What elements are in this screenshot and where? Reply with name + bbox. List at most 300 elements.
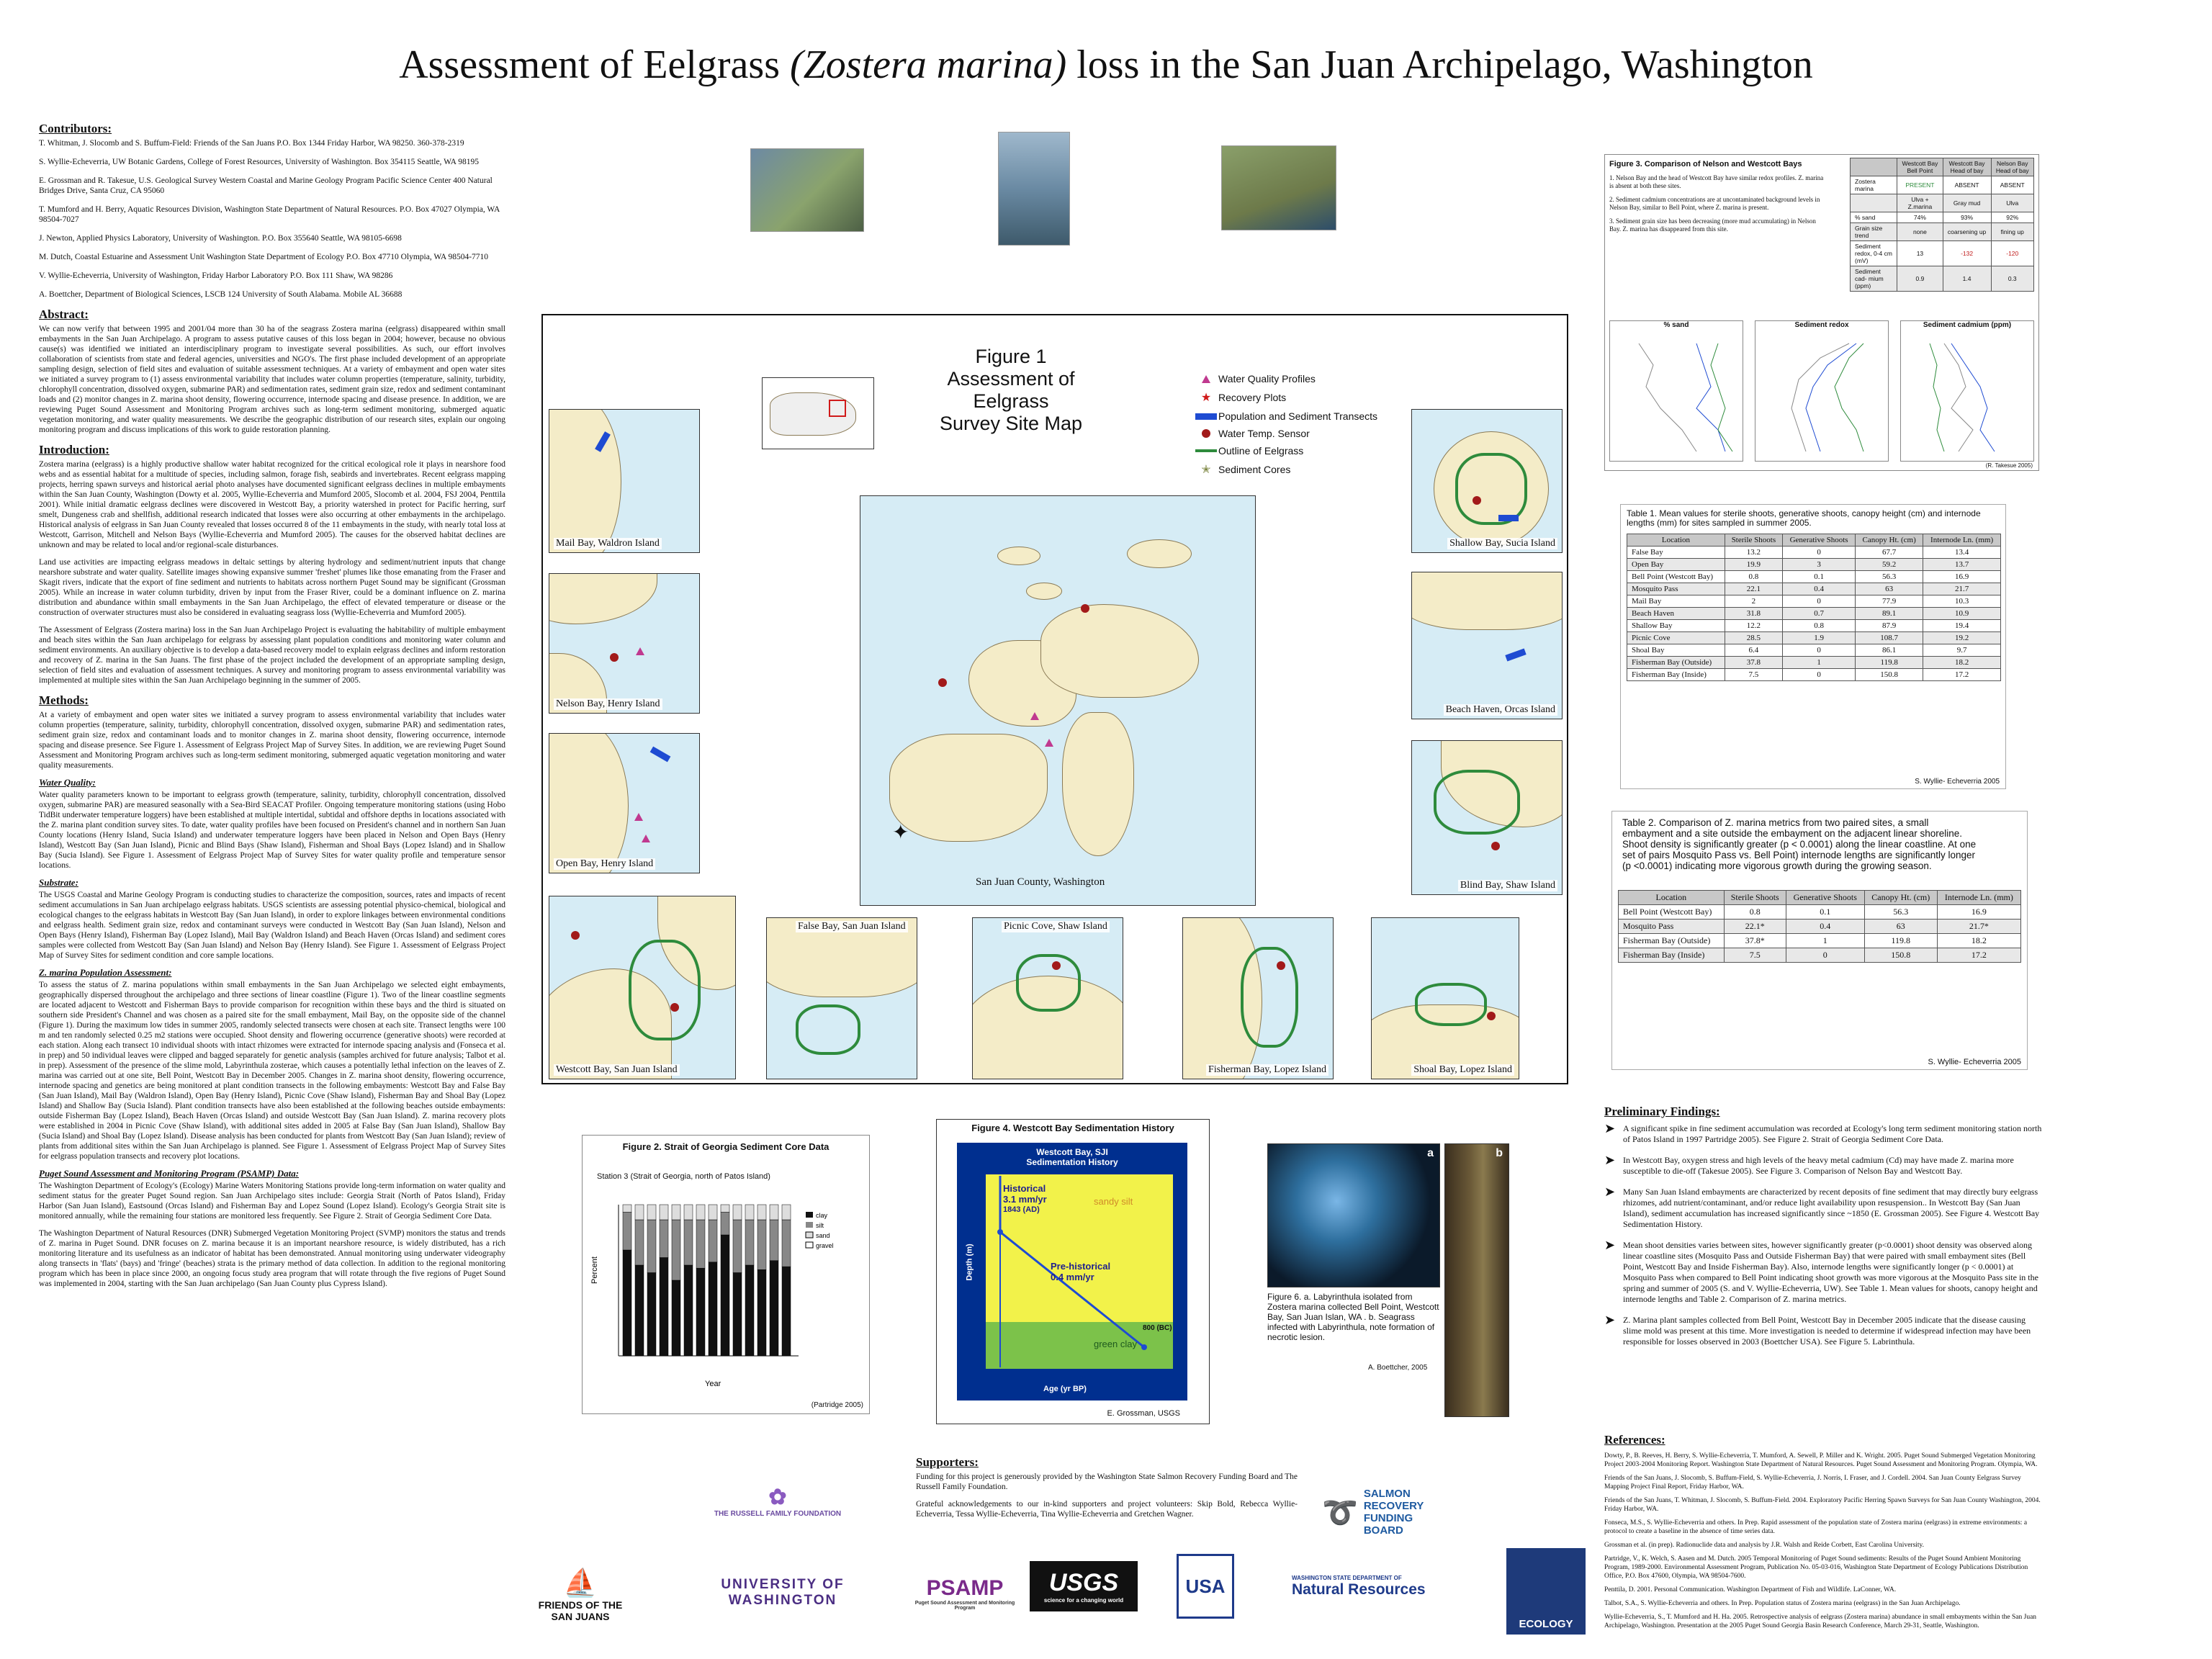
field-photo [1221, 145, 1336, 230]
bar-segment [635, 1265, 644, 1356]
table-cell: Ulva [1991, 194, 2034, 212]
supporters-text-1: Funding for this project is generously provided by the Washington State Salmon Recovery Funding Board and The Russell Family Foundation. [916, 1473, 1298, 1491]
table-row [1627, 583, 2001, 595]
legend-row [1194, 428, 1424, 439]
table-cell [1851, 194, 1897, 212]
inset-label: Open Bay, Henry Island [554, 858, 655, 870]
bar-segment [721, 1235, 729, 1356]
table-row [1627, 620, 2001, 632]
sand-profile-chart [1609, 320, 1743, 462]
table-cell: -120 [1991, 241, 2034, 266]
finding-text: Many San Juan Island embayments are characterized by recent deposits of fine sediment that may directly bury eelgrass rhizomes, add nutrient/contaminant, and/or reduce light availability upon resuspension.. In Westcott Bay (San Juan Island), sediment accumulation has increased significantly since ~1850 (E. Grossman 2005). See Figure 4. Westcott Bay Sedimentation History. [1623, 1187, 2040, 1229]
table-cell: 13.7 [1923, 559, 2001, 571]
table-header: Internode Ln. (mm) [1937, 891, 2020, 905]
inset-label: Shoal Bay, Lopez Island [1411, 1064, 1514, 1076]
table-header: Location [1627, 534, 1725, 547]
contributors-list [39, 138, 505, 300]
logo-subtext: WASHINGTON STATE DEPARTMENT OF [1292, 1574, 1402, 1581]
figure6-credit: A. Boettcher, 2005 [1368, 1364, 1428, 1372]
introduction-heading: Introduction: [39, 443, 109, 457]
table-cell: 67.7 [1856, 547, 1923, 559]
figure4-chart [957, 1143, 1187, 1401]
bar-segment [733, 1205, 742, 1220]
table-header: Westcott Bay Head of bay [1943, 158, 1991, 176]
reference-item: Talbot, S.A., S. Wyllie-Echeverria and others. In Prep. Population status of Zostera marina (eelgrass) in the San Juan Archipelago. [1604, 1600, 1961, 1607]
bar-segment [696, 1220, 705, 1268]
table-cell: 0.3 [1991, 266, 2034, 292]
table-header [1851, 158, 1897, 176]
bar-segment [647, 1273, 656, 1357]
finding-item [1604, 1123, 2045, 1145]
table-cell: Sediment redox, 0-4 cm (mV) [1851, 241, 1897, 266]
logo-text: USA [1185, 1575, 1226, 1597]
legend-label: Recovery Plots [1218, 392, 1287, 403]
table-cell: 56.3 [1856, 571, 1923, 583]
supporters-text-2: Grateful acknowledgements to our in-kind supporters and project volunteers: Skip Bold, Rebecca Wyllie-Echeverria, Tessa Wyllie-Echeverria, Tina Wyllie-Echeverria and Gretchen Wagner. [916, 1500, 1298, 1519]
logo-text: PSAMP [926, 1576, 1004, 1600]
logo-subtext: Puget Sound Assessment and Monitoring Program [914, 1601, 1015, 1611]
table-cell: Open Bay [1627, 559, 1725, 571]
transect-icon [1194, 413, 1218, 420]
table-row [1619, 934, 2021, 948]
table1-caption: Table 1. Mean values for sterile shoots, generative shoots, canopy height (cm) and internode lengths (mm) for sites sampled in summer 2005. [1627, 508, 1981, 528]
redox-profile-lines [1755, 329, 1889, 459]
legend-row [1194, 445, 1424, 457]
reference-item: Dowty, P., B. Reeves, H. Berry, S. Wyllie-Echeverria, T. Mumford, A. Sewell, P. Miller and K. Wright. 2005. Puget Sound Submerged Vegetation Monitoring Project 2003-2004 Monitoring Report. Washington State Department of Natural Resources. Puget Sound Assessment and Monitoring Program. Olympia, WA. [1604, 1452, 2038, 1468]
table-cell: -132 [1943, 241, 1991, 266]
bar-segment [709, 1262, 717, 1356]
table-cell: 0.8 [1725, 571, 1782, 583]
bar-segment [733, 1220, 742, 1273]
table-cell: 0.1 [1786, 905, 1864, 920]
legend-label: Population and Sediment Transects [1218, 410, 1378, 422]
star-icon: ★ [1200, 392, 1212, 404]
table-row [1627, 608, 2001, 620]
table-cell: 77.9 [1856, 595, 1923, 608]
bar-segment [782, 1205, 791, 1220]
table-row [1627, 644, 2001, 657]
table2-caption: Table 2. Comparison of Z. marina metrics from two paired sites, a small embayment and a site outside the embayment on the adjacent linear shoreline. Shoot density is significantly greater (p < 0.0001) along the linear coastline. At one set of pairs Mosquito Pass vs. Bell Point) internode lengths are significantly longer (p <0.0001) indicating more vigorous growth during the growing season. [1622, 817, 1977, 871]
logo-text: USGS [1048, 1569, 1119, 1596]
finding-item [1604, 1184, 2045, 1230]
bird-icon: ➤ [1604, 1313, 1616, 1327]
table-cell: 108.7 [1856, 632, 1923, 644]
table-cell: 0 [1782, 595, 1855, 608]
finding-text: A significant spike in fine sediment accumulation was recorded at Ecology's long term sediment monitoring station north of Patos Island in 1997 Partridge 2005). See Figure 2. Strait of Georgia Sediment Core Data. [1623, 1123, 2042, 1144]
friends-logo [516, 1555, 645, 1635]
table-cell: 37.8 [1725, 657, 1782, 669]
table-cell: 1.4 [1943, 266, 1991, 292]
table-cell: 0.4 [1782, 583, 1855, 595]
methods-intro: At a variety of embayment and open water sites we initiated a survey program to assess environmental variability that includes water column properties (temperature, salinity, turbidity, chlorophyll concentration, dissolved oxygen, submarine PAR) and sedimentation rates, sediment grain size, redox and contaminant loads and to monitor changes in Z. marina shoot density, flowering occurrence, internode spacing and disease presence. See Figure 1. Assessment of Eelgrass Project Map of Survey Sites. In addition, we are reviewing Puget Sound Assessment and Monitoring Program archives such as long-term sediment monitoring, submerged aquatic vegetation monitoring and water quality measurements. [39, 711, 505, 770]
references-heading: References: [1604, 1433, 1665, 1447]
poster-title [0, 42, 2212, 88]
salmon-icon: ➰ [1322, 1496, 1358, 1529]
figure2-sediment-core [582, 1135, 870, 1414]
findings-section [1604, 1105, 2045, 1357]
bird-icon: ➤ [1604, 1153, 1616, 1167]
table-cell: 16.9 [1923, 571, 2001, 583]
inset-nelson-bay [549, 573, 700, 714]
county-map [860, 495, 1256, 906]
bird-icon: ➤ [1604, 1238, 1616, 1252]
figure3-note: 2. Sediment cadmium concentrations are at uncontaminated background levels in Nelson Bay, similar to Bell Point, where Z. marina is present. [1609, 196, 1820, 211]
bc-date-label: 800 (BC) [1143, 1324, 1172, 1332]
figure4-ylabel: Depth (m) [965, 1244, 974, 1281]
panel-label-b: b [1496, 1147, 1503, 1159]
triangle-icon [1194, 375, 1218, 383]
methods-heading: Methods: [39, 693, 89, 707]
table-cell: 0 [1782, 644, 1855, 657]
table-cell: 22.1* [1724, 920, 1786, 934]
reference-item: Fonseca, M.S., S. Wyllie-Echeverria and others. In Prep. Rapid assessment of the population state of Zostera marina (eelgrass) in extreme environments: a protocol to create a baseline in the absence of time series data. [1604, 1519, 2028, 1535]
county-label: San Juan County, Washington [976, 876, 1105, 888]
findings-heading: Preliminary Findings: [1604, 1105, 1720, 1118]
table-cell: PRESENT [1897, 176, 1943, 194]
sand-profile-lines [1610, 329, 1744, 459]
ecology-logo [1506, 1548, 1586, 1635]
legend-label: sand [816, 1232, 830, 1239]
locator-map [762, 377, 874, 449]
table-cell: 0.1 [1782, 571, 1855, 583]
contributors-heading: Contributors: [39, 122, 112, 135]
table-cell: 10.9 [1923, 608, 2001, 620]
table-row [1619, 905, 2021, 920]
table-row [1627, 657, 2001, 669]
historical-rate: 3.1 mm/yr [1003, 1194, 1047, 1205]
figure4-inner-title: Westcott Bay, SJI [1036, 1147, 1108, 1157]
table-cell: fining up [1991, 223, 2034, 241]
contributor-entry: E. Grossman and R. Takesue, U.S. Geological Survey Western Coastal and Marine Geology Program Pacific Science Center 400 Natural Bridges Drive, Santa Cruz, CA 95060 [39, 176, 493, 195]
table-header: Canopy Ht. (cm) [1856, 534, 1923, 547]
table-cell: Fisherman Bay (Inside) [1627, 669, 1725, 681]
inset-label: Mail Bay, Waldron Island [554, 538, 662, 549]
bar-segment [757, 1269, 766, 1356]
table-cell: 12.2 [1725, 620, 1782, 632]
legend-label: Water Temp. Sensor [1218, 428, 1310, 439]
table-cell: 0.9 [1897, 266, 1943, 292]
logo-text: THE RUSSELL FAMILY FOUNDATION [714, 1510, 842, 1518]
references-section [1604, 1433, 2045, 1635]
table-cell: 0.7 [1782, 608, 1855, 620]
intro-paragraph: Land use activities are impacting eelgrass meadows in deltaic settings by altering hydrology and sediment/nutrient inputs that change nearshore substrate and water quality. Satellite images showing expansive summer 'freshet' plumes like those emanating from the Fraser and Skagit rivers, indicate that the export of fine sediment and nutrients to habitats across northern Puget Sound may be significant (Grossman 2005). While an increase in water column turbidity, driven by input from the Fraser River, could be a dominant influence on Z. marina distribution and abundance within small embayments in the San Juan Archipelago, the effect of elevated temperature or disease or the construction of overwater structures must also be considered in evaluating seagrass loss (Wyllie-Echeverria and Mumford 2005). [39, 558, 505, 617]
table-cell: Beach Haven [1627, 608, 1725, 620]
supporters-section [916, 1457, 1298, 1527]
table-cell: Fisherman Bay (Outside) [1619, 934, 1725, 948]
bar-segment [660, 1258, 668, 1357]
table-cell: Bell Point (Westcott Bay) [1627, 571, 1725, 583]
legend-label: Outline of Eelgrass [1218, 445, 1304, 457]
bar-segment [623, 1250, 631, 1356]
inset-label: Picnic Cove, Shaw Island [1002, 921, 1110, 932]
table-cell: coarsening up [1943, 223, 1991, 241]
table-cell: Mail Bay [1627, 595, 1725, 608]
reference-item: Friends of the San Juans, J. Slocomb, S. Buffum-Field, S. Wyllie-Echeverria, J. Norris, I. Fraser, and J. Cordell. 2004. San Juan County Eelgrass Survey Mapping Project Final Report, Friday Harbor, WA. [1604, 1475, 2021, 1491]
contributor-entry: V. Wyllie-Echeverria, University of Washington, Friday Harbor Laboratory P.O. Box 111 Shaw, WA 98286 [39, 271, 393, 280]
table-cell: 150.8 [1864, 948, 1937, 963]
logo-text: UNIVERSITY OF WASHINGTON [721, 1577, 845, 1608]
bar-segment [635, 1205, 644, 1220]
reference-item: Partridge, V., K. Welch, S. Aasen and M. Dutch. 2005 Temporal Monitoring of Puget Sound sediments: Results of the Puget Sound Ambient Monitoring Program, 1989-2000. Environmental Assessment Program, Publication No. 05-03-016, Washington State Department of Ecology Publications Distribution Office, P.O. Box 47600, Olympia, WA 98504-7600. [1604, 1555, 2028, 1580]
table-cell: 2 [1725, 595, 1782, 608]
prehistorical-text: Pre-historical [1051, 1261, 1111, 1272]
figure3-table [1850, 158, 2034, 292]
bar-segment [696, 1268, 705, 1356]
table-cell: 31.8 [1725, 608, 1782, 620]
figure3-comparison [1604, 154, 2039, 471]
bar-segment [782, 1267, 791, 1356]
table-cell: 0 [1782, 669, 1855, 681]
table-cell: 19.9 [1725, 559, 1782, 571]
leaf-icon: ✿ [768, 1485, 787, 1509]
figure3-charts [1609, 320, 2034, 464]
inset-label: Nelson Bay, Henry Island [554, 698, 662, 710]
figure1-title-line: Assessment of Eelgrass [947, 368, 1075, 412]
legend-label: Water Quality Profiles [1218, 373, 1316, 385]
table1-panel [1620, 504, 2006, 789]
cadmium-profile-lines [1901, 329, 2035, 459]
table-header: Location [1619, 891, 1725, 905]
bar-segment [770, 1220, 778, 1261]
water-quality-text: Water quality parameters known to be important to eelgrass growth (temperature, salinity, turbidity, chlorophyll concentration, dissolved oxygen, submarine PAR) are measured seasonally with a Sea-Bird SEACAT Profiler. Ongoing temperature monitoring stations (using Hobo TidBit underwater temperature loggers) have been established at multiple intertidal, subtidal and offshore depths in locations associated with the Z. marina plant condition survey sites. To date, water quality profiles have been focused on President's channel and in northern San Juan County locations (Henry Island, Sucia Island) and underwater temperature loggers have been placed in Nelson and Open Bays (Henry Island), Westcott Bay (San Juan Island), Picnic and Blind Bays (Shaw Island), Fisherman and Shoal Bays (Lopez Island) and in Shallow Bay (Sucia Island). See Figure 1. Assessment of Eelgrass Project Map of Survey Sites for water quality profile and temperature sensor locations. [39, 791, 505, 870]
north-arrow: ✦ [892, 820, 909, 844]
table-cell: 17.2 [1937, 948, 2020, 963]
figure3-text-panel [1609, 161, 1825, 233]
table-cell: Shoal Bay [1627, 644, 1725, 657]
logo-text: SALMON RECOVERY FUNDING BOARD [1363, 1488, 1424, 1537]
psamp-logo [914, 1561, 1015, 1626]
bar-segment [684, 1220, 693, 1265]
finding-item [1604, 1155, 2045, 1177]
figure2-chart-title: Station 3 (Strait of Georgia, north of Patos Island) [597, 1172, 770, 1181]
bird-icon: ➤ [1604, 1121, 1616, 1136]
table1 [1627, 534, 2001, 681]
psamp-text-1: The Washington Department of Ecology's (Ecology) Marine Waters Monitoring Stations provide long-term information on water quality and sediment status for the greater Puget Sound region. San Juan Archipelago sites include: Georgia Strait (North of Patos Island), Friday Harbor (San Juan Island), Eastsound (Orcas Island) and Fisherman Bay and Lopez Sound (Lopez Island). Ecology's Georgia Strait site is monitored annually, while the remaining four stations are monitored less frequently. See Figure 2. Strait of Georgia Sediment Core Data. [39, 1182, 505, 1220]
table-row [1619, 920, 2021, 934]
bar-segment [647, 1220, 656, 1273]
finding-item [1604, 1240, 2045, 1305]
inset-label: Beach Haven, Orcas Island [1444, 704, 1557, 716]
table-cell: 28.5 [1725, 632, 1782, 644]
abstract-heading: Abstract: [39, 307, 89, 321]
field-photo [998, 132, 1070, 246]
figure1-title-line: Figure 1 [975, 346, 1047, 367]
bar-segment [660, 1205, 668, 1220]
legend-row [1194, 462, 1424, 477]
figure2-xlabel: Year [705, 1380, 721, 1388]
table-cell: 21.7 [1923, 583, 2001, 595]
table-cell: 6.4 [1725, 644, 1782, 657]
water-quality-heading: Water Quality: [39, 777, 96, 788]
population-text: To assess the status of Z. marina populations within small embayments in the San Juan Archipelago we selected eight embayments, geographically dispersed throughout the archipelago and three sections of linear coastline (Figure 1). Two of the linear coastline segments are located adjacent to Westcott and Fisherman Bays to provide comparison for recognition within these bays and the third is situated on southern side President's Channel and was chosen as a paired site for the small embayment, Mail Bay, on the opposite side of the channel (Figure 1). During the maximum low tides in summer 2005, randomly selected transects were chosen at each site. Transect lengths were 100 m and ten randomly selected 0.25 m2 stations were occupied. Shoot density and flowering occurrence (generative shoots) were recorded at each station. Along each transect 10 individual shoots with intact rhizomes were extracted for internode spacing analysis and (Fonseca et al. in prep) and 50 individual leaves were clipped and bagged separately for genetic analysis (samples archived for future analysis; Talbot et al. in prep). Assessment of the presence of the slime mold, Labyrinthula zosterae, which causes a potentially lethal infection on the leaves of Z. marina was carried out at one site, Bell Point, Westcott Bay in December 2005. Changes in Z. marina shoot density, flowering occurrence, internode spacing and genetics are being monitored at plant condition transects in the following embayments: Westcott Bay and False Bay (San Juan Island), Mail Bay (Waldron Island), Open Bay (Henry Island), Picnic Cove (Shaw Island), Fisherman Bay and Shoal Bay (Lopez Island) and Shallow Bay (Sucia Island). Plant condition transects have also been established at the following beaches outside embayments: outside Fisherman Bay (Lopez Island), Beach Haven (Orcas Island) and outside Westcott Bay (San Juan Island). Z. marina recovery plots were established in 2004 in Picnic Cove (Shaw Island), with additional sites added in 2005 at False Bay (San Juan Island), Shallow Bay (Sucia Island) and Shoal Bay (Lopez Island). Disease analysis has been conducted for plants from Westcott Bay (San Juan Island); review of plants from additional sites within the San Juan Archipelago is planned. See Figure 1. Assessment of Eelgrass Project Map of Survey Sites for eelgrass population transects and recovery plot locations. [39, 981, 505, 1161]
panel-label-a: a [1427, 1147, 1434, 1159]
figure3-note: 1. Nelson Bay and the head of Westcott Bay have similar redox profiles. Z. marina is absent at both these sites. [1609, 174, 1824, 189]
bar-segment [672, 1280, 680, 1356]
figure4-sedimentation [936, 1119, 1210, 1424]
table-cell: 22.1 [1725, 583, 1782, 595]
usa-logo [1177, 1554, 1234, 1619]
table-cell: Gray mud [1943, 194, 1991, 212]
figure6-caption: Figure 6. a. Labyrinthula isolated from Zostera marina collected Bell Point, Westcott Bay, San Juan Islan, WA . b. Seagrass infected with Labyrinthula, note formation of necrotic lesion. [1267, 1292, 1439, 1342]
bar-segment [770, 1205, 778, 1220]
contributor-entry: S. Wyllie-Echeverria, UW Botanic Gardens, College of Forest Resources, University of Washington. Box 354115 Seattle, WA 98195 [39, 158, 479, 166]
bar-segment [721, 1213, 729, 1236]
table-cell: 119.8 [1856, 657, 1923, 669]
bar-segment [745, 1220, 754, 1265]
table-row [1627, 559, 2001, 571]
contributor-entry: A. Boettcher, Department of Biological Sciences, LSCB 124 University of South Alabama. Mobile AL 36688 [39, 290, 403, 299]
table-cell: 7.5 [1724, 948, 1786, 963]
table-cell: 18.2 [1923, 657, 2001, 669]
bar-segment [684, 1205, 693, 1220]
figure2-credit: (Partridge 2005) [811, 1401, 863, 1409]
table-header: Nelson Bay Head of bay [1991, 158, 2034, 176]
psamp-heading: Puget Sound Assessment and Monitoring Program (PSAMP) Data: [39, 1168, 300, 1179]
figure3-credit: (R. Takesue 2005) [1985, 462, 2033, 469]
bar-segment [623, 1213, 631, 1251]
reference-item: Grossman et al. (in prep). Radionuclide data and analysis by J.R. Walsh and Reide Corbett, East Carolina University. [1604, 1542, 1925, 1549]
prehistorical-rate: 0.4 mm/yr [1051, 1272, 1094, 1282]
table-row [1851, 194, 2034, 212]
inset-blind-bay [1411, 740, 1563, 895]
table-row [1627, 669, 2001, 681]
table-row [1627, 632, 2001, 644]
inset-label: Westcott Bay, San Juan Island [554, 1064, 680, 1076]
contributor-entry: M. Dutch, Coastal Estuarine and Assessment Unit Washington State Department of Ecology P.O. Box 47710 Olympia, WA 98504-7710 [39, 253, 489, 261]
substrate-text: The USGS Coastal and Marine Geology Program is conducting studies to characterize the composition, sources, rates and impacts of recent sediment accumulations in San Juan archipelago eelgrass habitats. USGS scientists are assessing potential physico-chemical, biological and ecological changes to the eelgrass habitats in Westcott Bay (San Juan Island), in order to explore linkages between environmental conditions and eelgrass health. Sediment grain size, redox and contaminant surveys were conducted in Westcott Bay (San Juan Island), Nelson and Open Bays (Henry Island), Fisherman Bay (Lopez Island), Mail Bay (Waldron Island) and Beach Haven (Orcas Island) and sediment cores samples were collected from Westcott Bay (San Juan Island) and Nelson Bay (Henry Island). See Figure 1. Assessment of Eelgrass Project Map of Survey Sites for sediment condition and core sample locations. [39, 891, 505, 960]
table-cell: 0 [1782, 547, 1855, 559]
table-cell: Picnic Cove [1627, 632, 1725, 644]
table-row [1627, 547, 2001, 559]
table-cell: 0.8 [1782, 620, 1855, 632]
contributor-entry: T. Whitman, J. Slocomb and S. Buffum-Field: Friends of the San Juans P.O. Box 1344 Friday Harbor, WA 98250. 360-378-2319 [39, 139, 464, 148]
table2-panel [1611, 811, 2028, 1070]
figure1-legend [1194, 373, 1424, 482]
bar-segment [672, 1205, 680, 1220]
inset-shallow-bay [1411, 409, 1563, 553]
table2-credit: S. Wyllie- Echeverria 2005 [1928, 1058, 2021, 1066]
circle-icon [1194, 429, 1218, 438]
table-cell: 74% [1897, 212, 1943, 223]
table-cell: % sand [1851, 212, 1897, 223]
bar-segment [709, 1220, 717, 1262]
table-header: Internode Ln. (mm) [1923, 534, 2001, 547]
table-cell: 92% [1991, 212, 2034, 223]
line-icon [1194, 449, 1218, 452]
micrograph-a [1267, 1143, 1440, 1287]
abstract-text: We can now verify that between 1995 and 2001/04 more than 30 ha of the seagrass Zostera marina (eelgrass) disappeared within small embayments in the San Juan Archipelago. A program to assess putative causes of this loss began in 2004; however, because no obvious cause(s) was identified we initiated an interdisciplinary program to investigate several possibilities. As such, our effort involves collaboration of scientists from state and federal agencies, universities and NGO's. The first phase included development of an appropriate sampling design, selection of field sites and evaluation of suitable assessment techniques. At a variety of embayment and open water sites we initiated a survey program to (1) assess environmental variability that includes water column properties (temperature, salinity, turbidity, chlorophyll concentration, dissolved oxygen, submarine PAR) and sedimentation rates, sediment grain size, redox and sediment contaminant loads and (2) monitor changes in Z. marina shoot density, flowering occurrence, internode spacing and disease presence. In addition, we are reviewing Puget Sound Assessment and Monitoring Program archives such as long-term sediment monitoring, submerged aquatic vegetation monitoring, and water quality measurements. We describe the geographic distribution of our research sites, explain our ongoing monitoring program and discuss implications of this work to guide restoration planning. [39, 325, 505, 434]
table-cell: Mosquito Pass [1619, 920, 1725, 934]
bird-icon: ➤ [1604, 1184, 1616, 1199]
table-cell: 63 [1856, 583, 1923, 595]
table-cell: Bell Point (Westcott Bay) [1619, 905, 1725, 920]
left-column [39, 124, 505, 1296]
table-cell: 16.9 [1937, 905, 2020, 920]
population-heading: Z. marina Population Assessment: [39, 967, 172, 978]
bar-segment [770, 1261, 778, 1356]
logo-text: ECOLOGY [1519, 1618, 1573, 1630]
table-cell: 10.3 [1923, 595, 2001, 608]
legend-row [1194, 373, 1424, 385]
inset-fisherman-bay [1182, 917, 1334, 1079]
field-photo [750, 148, 864, 232]
table-cell: 119.8 [1864, 934, 1937, 948]
figure4-inner-title: Sedimentation History [1026, 1157, 1118, 1167]
bar-segment [745, 1205, 754, 1220]
inset-label: Fisherman Bay, Lopez Island [1206, 1064, 1328, 1076]
uw-logo [685, 1570, 880, 1616]
legend-swatch [806, 1232, 813, 1238]
figure1-title [917, 346, 1105, 435]
sandy-silt-label: sandy silt [1094, 1196, 1133, 1207]
inset-false-bay [766, 917, 917, 1079]
bar-segment [757, 1205, 766, 1220]
table-cell: 1.9 [1782, 632, 1855, 644]
finding-text: Z. Marina plant samples collected from Bell Point, Westcott Bay in December 2005 indicate that the disease causing slime mold was present at this time. More investigation is needed to determine if widespread infection may have been responsible for losses observed in 2003 (Boettcher USA). See Figure 5. Labrinthula. [1623, 1315, 2031, 1346]
figure4-title: Figure 4. Westcott Bay Sedimentation History [971, 1123, 1174, 1133]
bar-segment [647, 1205, 656, 1220]
bar-segment [745, 1265, 754, 1356]
legend-swatch [806, 1242, 813, 1248]
table-cell: 13.2 [1725, 547, 1782, 559]
figure3-title: Figure 3. Comparison of Nelson and Westcott Bays [1609, 160, 1802, 168]
bar-segment [684, 1265, 693, 1356]
table-cell: 89.1 [1856, 608, 1923, 620]
legend-label: gravel [816, 1242, 834, 1249]
seagrass-photo-b [1444, 1143, 1509, 1417]
supporters-heading: Supporters: [916, 1455, 979, 1469]
redox-profile-chart [1755, 320, 1889, 462]
table-row [1851, 176, 2034, 194]
table-cell: 87.9 [1856, 620, 1923, 632]
bar-segment [696, 1205, 705, 1220]
inset-westcott-bay [549, 896, 736, 1079]
table-header: Canopy Ht. (cm) [1864, 891, 1937, 905]
figure3-note: 3. Sediment grain size has been decreasing (more mud accumulating) in Nelson Bay. Z. marina has disappeared from this site. [1609, 217, 1816, 233]
table-cell: ABSENT [1991, 176, 2034, 194]
table-cell: 0.4 [1786, 920, 1864, 934]
logo-subtext: science for a changing world [1043, 1597, 1124, 1604]
title-species: (Zostera marina) [790, 42, 1067, 87]
table-cell: 3 [1782, 559, 1855, 571]
chart-title: Sediment redox [1794, 321, 1849, 329]
table-cell: Ulva + Z.marina [1897, 194, 1943, 212]
figure2-chart [590, 1197, 863, 1406]
psamp-text-2: The Washington Department of Natural Resources (DNR) Submerged Vegetation Monitoring Project (SVMP) monitors the status and trends of Z. marina in Puget Sound. DNR focuses on Z. marina because it is an important nearshore resource, is widely distributed, has a rich monitoring literature and its usefulness as an indicator of habitat has been demonstrated. Annual monitoring using underwater videography along transects in 'flats' (bays) and 'fringe' (beaches) strata is the primary method of data collection. In addition to the regional monitoring program which has been in place since 2000, an ongoing focus study area program that will rotate through the five regions of Puget Sound was implemented in 2004, starting with the San Juan archipelago (San Juan County plus Cypress Island). [39, 1229, 505, 1288]
table1-credit: S. Wyllie- Echeverria 2005 [1915, 778, 2000, 786]
logo-text: FRIENDS OF THE SAN JUANS [538, 1599, 623, 1622]
srfb-logo [1322, 1476, 1466, 1548]
table-cell: 19.4 [1923, 620, 2001, 632]
locator-box [829, 400, 846, 417]
figure2-ylabel: Percent [590, 1256, 599, 1284]
inset-beach-haven [1411, 572, 1563, 719]
table-row [1619, 948, 2021, 963]
table-cell: 1 [1782, 657, 1855, 669]
substrate-heading: Substrate: [39, 877, 78, 888]
legend-label: clay [816, 1212, 828, 1219]
inset-open-bay [549, 733, 700, 873]
table-cell: Fisherman Bay (Inside) [1619, 948, 1725, 963]
figure6-labyrinthula [1267, 1143, 1527, 1421]
table-cell: Mosquito Pass [1627, 583, 1725, 595]
finding-text: In Westcott Bay, oxygen stress and high levels of the heavy metal cadmium (Cd) may have made Z. marina more susceptible to die-off (Takesue 2005). See Figure 3. Comparison of Nelson Bay and Westcott Bay. [1623, 1155, 2014, 1176]
table-cell: 86.1 [1856, 644, 1923, 657]
star-outline-icon: ✭ [1201, 464, 1211, 476]
legend-label: silt [816, 1222, 824, 1229]
russell-foundation-logo [691, 1476, 864, 1527]
table-cell: none [1897, 223, 1943, 241]
